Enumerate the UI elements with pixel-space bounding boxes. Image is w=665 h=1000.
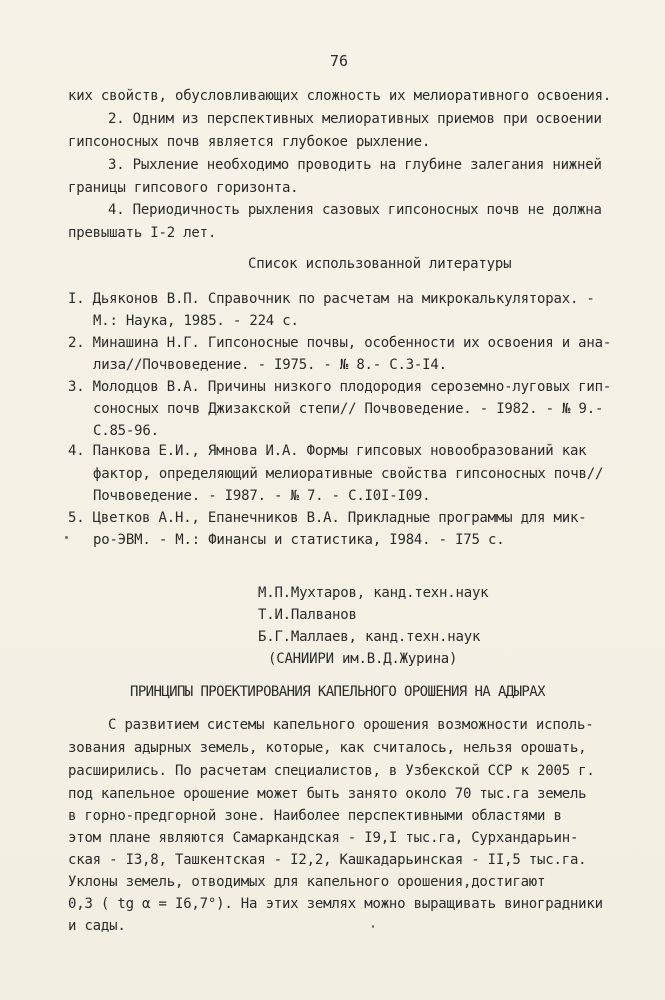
body-line: С развитием системы капельного орошения возможности исполь-: [108, 717, 594, 733]
reference-line: фактор, определяющий мелиоративные свойства гипсоносных почв//: [93, 466, 604, 482]
scan-speck: [65, 536, 68, 539]
page-number: 76: [330, 52, 349, 70]
author-line: М.П.Мухтаров, канд.техн.наук: [258, 585, 489, 601]
reference-line: I. Дьяконов В.П. Справочник по расчетам на микрокалькуляторах. -: [68, 291, 595, 307]
author-line: Т.И.Палванов: [258, 607, 357, 623]
text-line: 4. Периодичность рыхления сазовых гипсоносных почв не должна: [108, 202, 602, 218]
body-line: расширились. По расчетам специалистов, в Узбекской ССР к 2005 г.: [68, 763, 595, 779]
reference-line: Почвоведение. - I987. - № 7. - С.I0I-I09.: [93, 488, 431, 504]
body-line: в горно-предгорной зоне. Наиболее перспективными областями в: [68, 808, 562, 824]
reference-line: М.: Наука, 1985. - 224 с.: [93, 313, 299, 329]
text-line: 3. Рыхление необходимо проводить на глубине залегания нижней: [108, 157, 602, 173]
body-line: и сады.: [68, 918, 126, 934]
text-line: превышать I-2 лет.: [68, 225, 217, 241]
body-line: ская - I3,8, Ташкентская - I2,2, Кашкадарьинская - II,5 тыс.га.: [68, 852, 587, 868]
article-title: ПРИНЦИПЫ ПРОЕКТИРОВАНИЯ КАПЕЛЬНОГО ОРОШЕНИЯ НА АДЫРАХ: [130, 684, 545, 700]
reference-line: 3. Молодцов В.А. Причины низкого плодородия сероземно-луговых гип-: [68, 379, 612, 395]
body-line: зования адырных земель, которые, как считалось, нельзя орошать,: [68, 740, 587, 756]
author-line: Б.Г.Маллаев, канд.техн.наук: [258, 629, 481, 645]
text-line: ких свойств, обусловливающих сложность их мелиоративного освоения.: [68, 88, 612, 104]
body-line: Уклоны земель, отводимых для капельного орошения,достигают: [68, 874, 546, 890]
text-line: 2. Одним из перспективных мелиоративных приемов при освоении: [108, 111, 602, 127]
reference-line: ро-ЭВМ. - М.: Финансы и статистика, I984. - I75 с.: [93, 532, 505, 548]
reference-line: С.85-96.: [93, 423, 159, 439]
text-line: границы гипсового горизонта.: [68, 180, 299, 196]
body-line: под капельное орошение может быть занято около 70 тыс.га земель: [68, 786, 587, 802]
body-line: 0,3 ( tg α = I6,7°). На этих землях можно выращивать виноградники: [68, 896, 603, 912]
reference-line: 4. Панкова Е.И., Ямнова И.А. Формы гипсовых новообразований как: [68, 443, 587, 459]
reference-line: соносных почв Джизакской степи// Почвоведение. - I982. - № 9.-: [93, 401, 604, 417]
scan-speck: [372, 925, 374, 928]
reference-line: 5. Цветков А.Н., Епанечников В.А. Прикладные программы для мик-: [68, 510, 587, 526]
body-line: этом плане являются Самаркандская - I9,I тыс.га, Сурхандарьин-: [68, 830, 579, 846]
references-heading: Список использованной литературы: [248, 256, 512, 272]
affiliation-line: (САНИИРИ им.В.Д.Журина): [268, 651, 458, 667]
reference-line: 2. Минашина Н.Г. Гипсоносные почвы, особенности их освоения и ана-: [68, 335, 612, 351]
reference-line: лиза//Почвоведение. - I975. - № 8.- С.3-I4.: [93, 357, 447, 373]
text-line: гипсоносных почв является глубокое рыхление.: [68, 134, 431, 150]
